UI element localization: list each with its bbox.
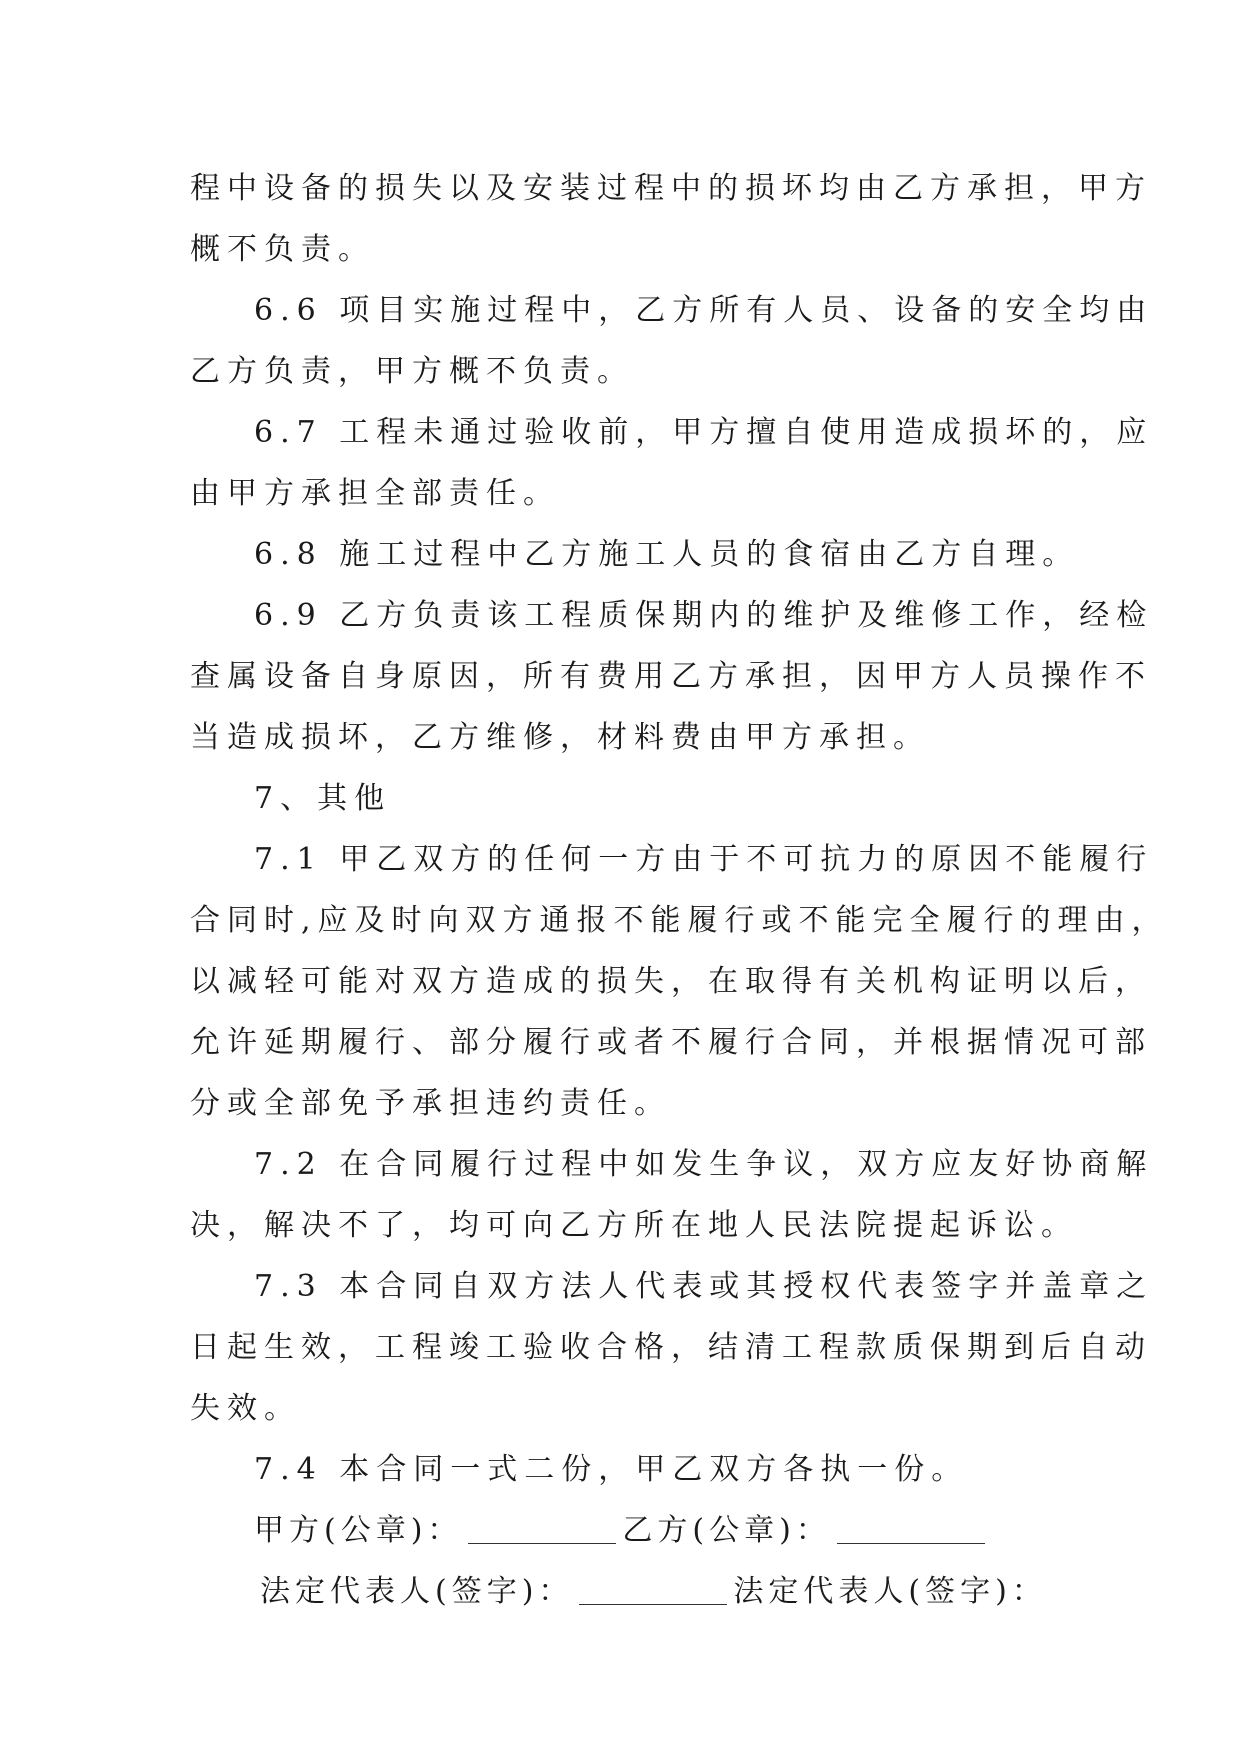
body-line: 分或全部免予承担违约责任。 [190,1086,671,1121]
clause-7-1: 7.1 甲乙双方的任何一方由于不可抗力的原因不能履行 [254,842,1154,877]
body-line: 概不负责。 [190,232,375,267]
body-line: 查属设备自身原因，所有费用乙方承担，因甲方人员操作不 [190,659,1152,694]
clause-6-9: 6.9 乙方负责该工程质保期内的维护及维修工作，经检 [254,598,1154,633]
body-line: 日起生效，工程竣工验收合格，结清工程款质保期到后自动 [190,1330,1152,1365]
body-line: 失效。 [190,1391,301,1426]
rep-a-signature-blank[interactable] [579,1574,727,1605]
body-line: 以减轻可能对双方造成的损失，在取得有关机构证明以后， [190,964,1152,999]
body-line: 决，解决不了，均可向乙方所在地人民法院提起诉讼。 [190,1208,1078,1243]
representative-row [190,1561,1050,1622]
clause-6-7: 6.7 工程未通过验收前，甲方擅自使用造成损坏的，应 [254,415,1154,450]
body-line: 由甲方承担全部责任。 [190,476,560,511]
seal-row [190,1500,1050,1561]
body-line: 乙方负责，甲方概不负责。 [190,354,634,389]
rep-b-label: 法定代表人(签字)： [733,1574,1047,1609]
body-line: 允许延期履行、部分履行或者不履行合同，并根据情况可部 [190,1025,1152,1060]
party-b-seal-label: 乙方(公章)： [622,1513,831,1548]
party-a-seal-label: 甲方(公章)： [254,1513,463,1548]
body-line: 合同时,应及时向双方通报不能履行或不能完全履行的理由， [190,903,1169,938]
clause-7-3: 7.3 本合同自双方法人代表或其授权代表签字并盖章之 [254,1269,1154,1304]
section-7-heading: 7、其他 [254,781,392,816]
body-line: 程中设备的损失以及安装过程中的损坏均由乙方承担，甲方 [190,171,1152,206]
party-a-seal-blank[interactable] [468,1513,616,1544]
clause-6-8: 6.8 施工过程中乙方施工人员的食宿由乙方自理。 [254,537,1080,572]
document-body [190,158,1169,1622]
party-b-seal-blank[interactable] [837,1513,985,1544]
clause-7-4: 7.4 本合同一式二份，甲乙双方各执一份。 [254,1452,969,1487]
clause-6-6: 6.6 项目实施过程中，乙方所有人员、设备的安全均由 [254,293,1154,328]
body-line: 当造成损坏，乙方维修，材料费由甲方承担。 [190,720,930,755]
clause-7-2: 7.2 在合同履行过程中如发生争议，双方应友好协商解 [254,1147,1154,1182]
rep-a-label: 法定代表人(签字)： [260,1574,574,1609]
